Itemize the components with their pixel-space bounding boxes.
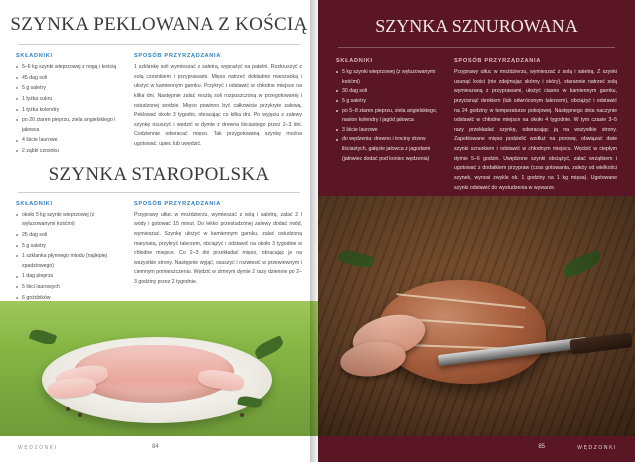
method-text-peklowana: 1 szklankę soli wymieszać z saletrą, wyprażyć na patelni. Rozkruszyć z solą czosnkiem i przyprawami. Mięso natrzeć dokładnie mieszanką i ułożyć w kamiennym garnku. Przykryć i odstawić w chłodne miejsce na kilka dni. Następnie zalać resztą soli rozpuszczoną w przegotowanej i ostudzonej wodzie. Mięso powinno być całkowicie przykryte zalewą. Peklować około 3 tygodni, obracając co kilka dni. Po wyjęciu z zalewy szynkę osuszyć i wędzić w dymie z drewna liściastego przez 2–3 dni. Codziennie odwracać mięso. Tak przygotowaną szynkę można ugotować, upiec lub uwędzić.	[134, 64, 302, 147]
title-divider-right	[338, 47, 615, 48]
footer-section-label: WĘDZONKI	[18, 445, 58, 451]
method-heading: SPOSÓB PRZYRZĄDZANIA	[454, 58, 542, 64]
method-text-staropolska: Przyprawy utłuc w moździerzu, wymieszać z solą i saletrą, zalać 2 l wody i gotować 15 minut. Do lekko przestudzonej zalewy dodać miód, wymieszać. Szynkę ułożyć w kamiennym garnku, zalać ostudzoną marynatą, przykryć talerzem, obciążyć i odstawić na około 3 tygodnie w chłodne miejsce. Co 2–3 dni przekładać mięso, obracając je na wszystkie strony. Następnie wyjąć, osuszyć i rozwiesić w przewiewnym i ciemnym pomieszczeniu. Wędzić w zimnym dymie 2 razy dziennie po 2–3 godziny przez 2 tygodnie.	[134, 211, 302, 285]
recipe-columns-sznurowana	[318, 58, 635, 193]
list-item: 5–6 kg szynki wieprzowej z nogą i kością	[16, 63, 120, 73]
peppercorn-shape	[66, 407, 70, 411]
list-item: 5 liści laurowych	[16, 283, 120, 293]
list-item: 5 g saletry	[16, 84, 120, 94]
list-item: 45 dag soli	[16, 74, 120, 84]
list-item: około 5 kg szynki wieprzowej (z wyluzowanymi kośćmi)	[16, 211, 120, 230]
list-item: 5 kg szynki wieprzowej (z wyluzowanymi kośćmi)	[336, 68, 440, 87]
right-page	[318, 0, 635, 462]
list-item: 1 łyżka cukru	[16, 95, 120, 105]
right-page-footer	[318, 436, 635, 462]
list-item: 3 liście laurowe	[336, 126, 440, 136]
ingredients-column-peklowana	[16, 53, 120, 158]
recipe-title-sznurowana: SZYNKA SZNUROWANA	[375, 16, 578, 36]
list-item: 6 goździków	[16, 294, 120, 304]
list-item: 1 szklanka płynnego miodu (najlepiej spadziowego)	[16, 252, 120, 271]
footer-section-label: WĘDZONKI	[577, 445, 617, 451]
method-heading: SPOSÓB PRZYRZĄDZANIA	[134, 53, 222, 59]
list-item: 25 dag soli	[16, 231, 120, 241]
list-item: 4 liście laurowe	[16, 136, 120, 146]
list-item: 5 g saletry	[336, 97, 440, 107]
ingredients-heading: SKŁADNIKI	[16, 200, 53, 207]
list-item: po 5–8 ziaren pieprzu, ziela angielskiego, nasion kolendry i jagód jałowca	[336, 107, 440, 126]
title-divider	[18, 44, 300, 45]
method-heading: SPOSÓB PRZYRZĄDZANIA	[134, 200, 222, 207]
title-divider-2	[18, 192, 300, 193]
ingredients-list-sznurowana	[336, 68, 440, 164]
recipe-title-staropolska: SZYNKA STAROPOLSKA	[48, 163, 270, 185]
method-column-sznurowana	[454, 58, 617, 193]
ingredients-heading: SKŁADNIKI	[336, 58, 373, 64]
list-item: do wędzenia: drewno i trociny drzew liściastych, gałęzie jałowca z jagodami (jałowiec dodać pod koniec wędzenia)	[336, 135, 440, 164]
ingredients-column-sznurowana	[336, 58, 440, 193]
method-text-sznurowana: Przyprawy utłuc w moździerzu, wymieszać z solą i saletrą. Z szynki usunąć kości (nie zdejmując skórny i skóry), starannie natrzeć solą wymieszaną z przyprawami, ułożyć ciasno w kamiennym garnku, przycisnąć denkiem (lub odwróconym talerzem), obciążyć i odstawić na 24 godziny w temperaturze pokojowej. Następnego dnia naczynie odstawić w chłodne miejsce na około 4 tygodnie. W tym czasie 3–5 razy przekładać szynkę, odwracając ją na wszystkie strony. Zapeklowane mięso podzielić wzdłuż na porowę, obwiązać dwie szynki sznurkiem i odstawić w chłodnym miejscu. Wędzić w ciepłym dymie 5–6 godzin. Uwędzone szynki obciążyć, zalać wrzątkiem i ugotować z dodatkiem przypraw (czas gotowania, zależy od wielkości szynek, wynosi zwykle ok. 1 godziny na 1 kg mięsa). Ugotowane szynki odstawić do wystudzenia w wywarze.	[454, 69, 617, 191]
list-item: 2 ząbki czosnku	[16, 147, 120, 157]
recipe-columns-peklowana	[0, 53, 318, 158]
list-item: 1 łyżka kolendry	[16, 106, 120, 116]
page-number: 85	[538, 444, 545, 450]
ingredients-list-peklowana	[16, 63, 120, 157]
list-item: 1 dag pieprzu	[16, 272, 120, 282]
photo-sliced-ham-on-plate	[0, 301, 318, 436]
list-item: 30 dag soli	[336, 87, 440, 97]
page-number: 84	[152, 444, 159, 450]
ingredients-heading: SKŁADNIKI	[16, 53, 53, 59]
method-column-peklowana	[134, 53, 302, 158]
left-page-footer	[0, 436, 318, 462]
list-item: 5 g saletry	[16, 242, 120, 252]
photo-ham-with-knife-on-board	[318, 196, 635, 436]
peppercorn-shape	[78, 413, 82, 417]
list-item: po 20 ziaren pieprzu, ziela angielskiego i jałowca	[16, 116, 120, 135]
peppercorn-shape	[240, 413, 244, 417]
photo-vignette	[318, 196, 635, 436]
recipe-title-peklowana: SZYNKA PEKLOWANA Z KOŚCIĄ	[10, 14, 308, 35]
